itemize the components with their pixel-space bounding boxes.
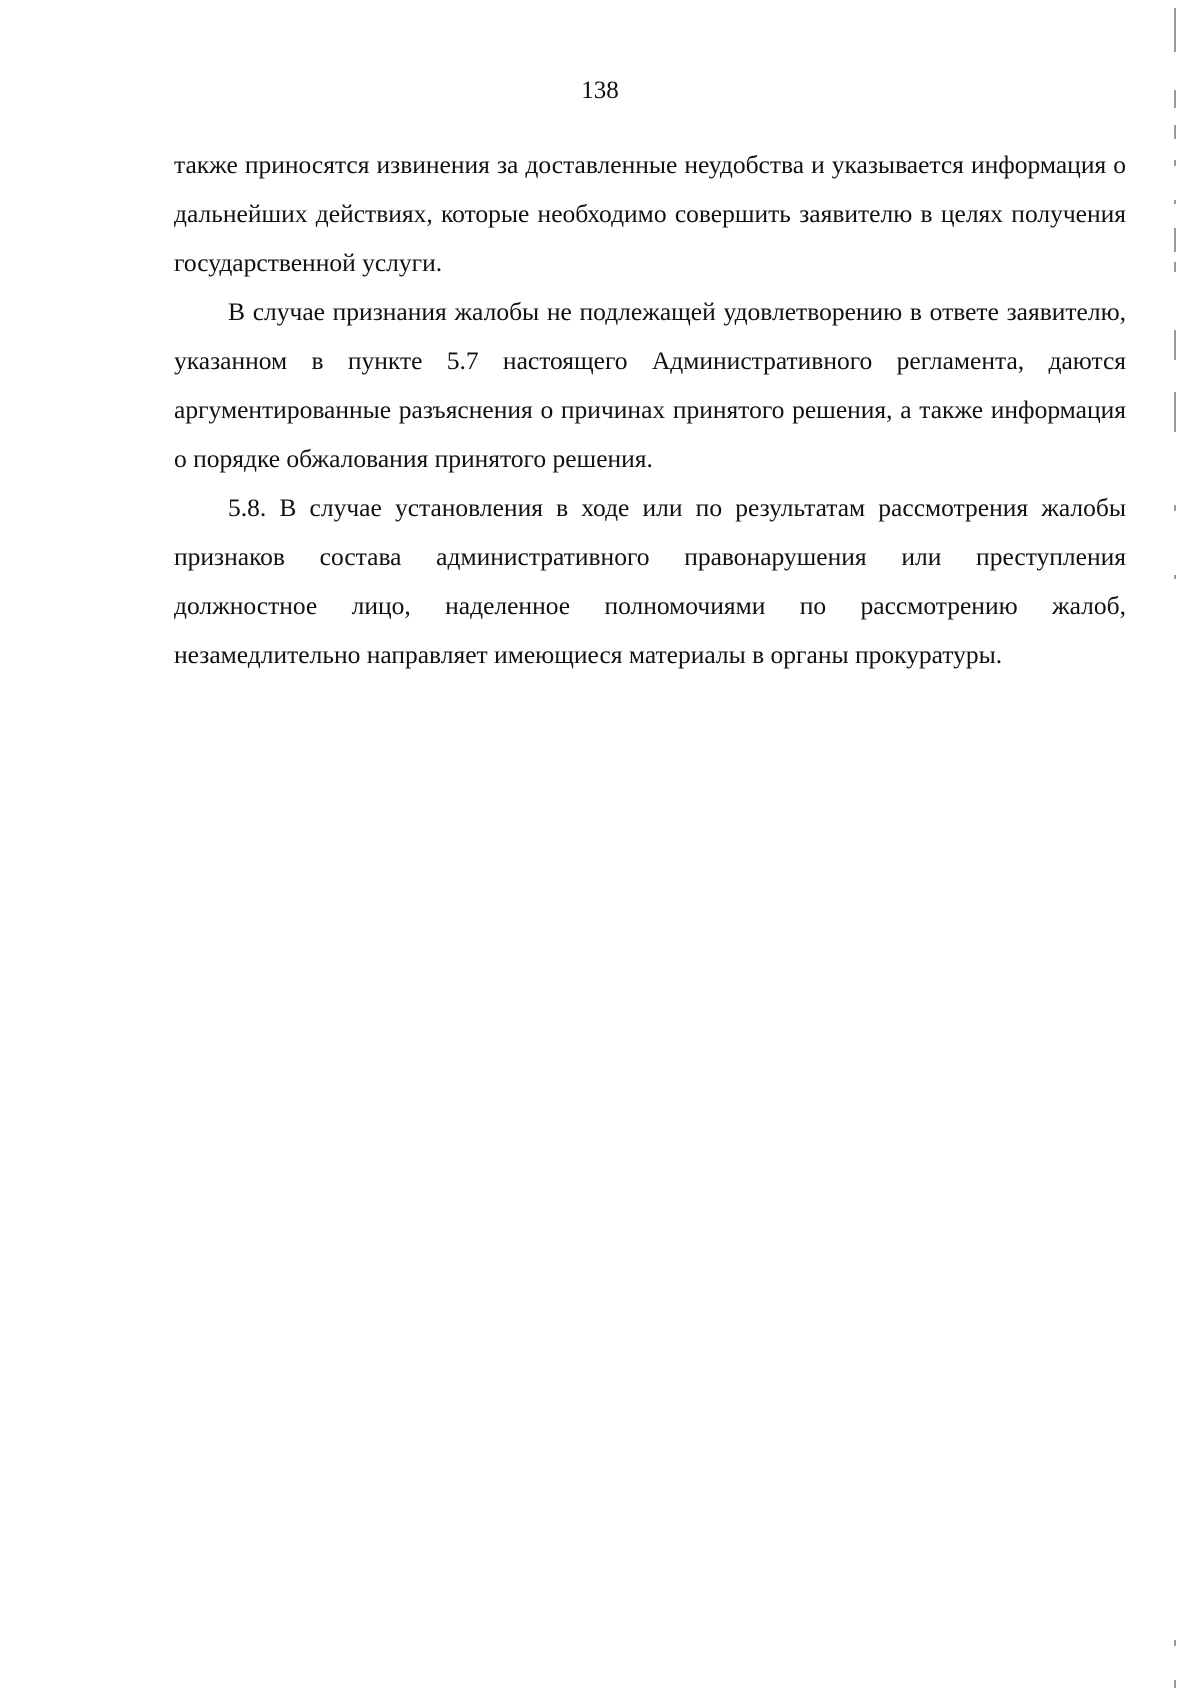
scan-edge-artifact xyxy=(1174,0,1176,1696)
paragraph-rejection-response: В случае признания жалобы не подлежащей удовлетворению в ответе заявителю, указанном в пункте 5.7 настоящего Административного регламента, даются аргументированные разъяснения о причинах принятого решения, а также информация о порядке обжалования принятого решения. xyxy=(174,297,1126,473)
page-number: 138 xyxy=(581,77,619,104)
document-body xyxy=(174,140,1126,679)
paragraph-section-5-8: 5.8. В случае установления в ходе или по результатам рассмотрения жалобы признаков состава административного правонарушения или преступления должностное лицо, наделенное полномочиями по рассмотрению жалоб, незамедлительно направляет имеющиеся материалы в органы прокуратуры. xyxy=(174,493,1126,669)
paragraph-continuation: также приносятся извинения за доставленные неудобства и указывается информация о дальнейших действиях, которые необходимо совершить заявителю в целях получения государственной услуги. xyxy=(174,150,1126,277)
